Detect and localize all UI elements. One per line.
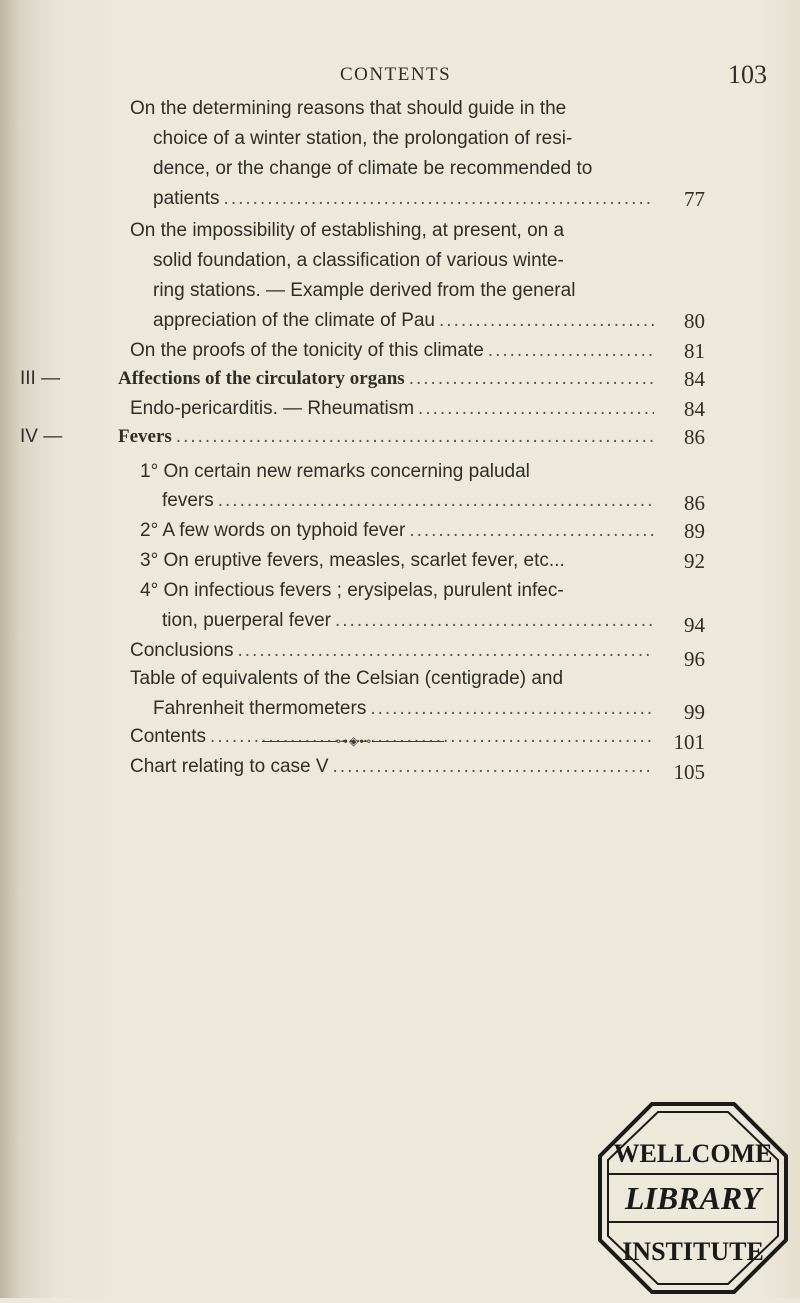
leader-dots — [409, 516, 654, 546]
section-number: III — — [20, 368, 61, 389]
entry-line: choice of a winter station, the prolongation of resi- — [153, 128, 573, 149]
section-number: IV — — [20, 426, 63, 447]
entry-text: On the proofs of the tonicity of this climate — [130, 340, 484, 361]
section-heading: Fevers — [118, 426, 172, 447]
entry-last-line — [130, 336, 658, 366]
leader-dots — [409, 364, 654, 394]
leader-dots — [210, 722, 654, 752]
entry-page: 96 — [684, 647, 705, 671]
entry-page: 99 — [684, 700, 705, 724]
leader-dots — [418, 394, 654, 424]
leader-dots — [335, 606, 654, 636]
entry-last-line — [118, 422, 658, 452]
stamp-middle-text: LIBRARY — [624, 1180, 762, 1216]
entry-page: 101 — [673, 730, 705, 754]
entry-page: 94 — [684, 613, 705, 637]
entry-line: 4° On infectious fevers ; erysipelas, purulent infec- — [140, 580, 564, 601]
ornament-fleuron: ⊶◈⊷ — [336, 734, 373, 748]
entry-page: 86 — [684, 491, 705, 515]
entry-text: 2° A few words on typhoid fever — [140, 520, 406, 541]
entry-text: Conclusions — [130, 640, 234, 661]
entry-last-line — [162, 606, 658, 636]
stamp-bottom-text: INSTITUTE — [622, 1237, 764, 1266]
leader-dots — [333, 752, 654, 782]
entry-line: On the determining reasons that should guide in the — [130, 98, 567, 119]
entry-last-line — [153, 184, 658, 214]
running-title: CONTENTS — [340, 64, 452, 85]
leader-dots — [370, 694, 654, 724]
entry-text: patients — [153, 188, 220, 209]
entry-text: Endo-pericarditis. — Rheumatism — [130, 398, 415, 419]
entry-last-line — [118, 364, 658, 394]
entry-page: 84 — [684, 367, 705, 391]
entry-last-line — [153, 694, 658, 724]
entry-page: 105 — [673, 760, 705, 784]
entry-line: ring stations. — Example derived from the general — [153, 280, 576, 301]
entry-line: dence, or the change of climate be recommended to — [153, 158, 593, 179]
entry-text: 3° On eruptive fevers, measles, scarlet fever, etc... — [140, 550, 565, 571]
entry-line: solid foundation, a classification of various winte- — [153, 250, 564, 271]
leader-dots — [176, 422, 654, 452]
page-number: 103 — [728, 60, 767, 89]
ornament-rule-right — [372, 741, 444, 742]
ornament-rule-left — [262, 741, 336, 742]
entry-line: Table of equivalents of the Celsian (centigrade) and — [130, 668, 564, 689]
stamp-seal — [590, 1098, 790, 1298]
leader-dots — [439, 306, 654, 336]
entry-last-line — [130, 722, 658, 752]
entry-text: fevers — [162, 490, 214, 511]
entry-text: appreciation of the climate of Pau — [153, 310, 436, 331]
entry-line: On the impossibility of establishing, at present, on a — [130, 220, 565, 241]
leader-dots — [488, 336, 654, 366]
entry-text: Chart relating to case V — [130, 756, 329, 777]
entry-page: 89 — [684, 519, 705, 543]
entry-last-line — [140, 516, 658, 546]
entry-line: 1° On certain new remarks concerning paludal — [140, 461, 530, 482]
entry-page: 77 — [684, 187, 705, 211]
entry-text: tion, puerperal fever — [162, 610, 331, 631]
entry-page: 81 — [684, 339, 705, 363]
entry-last-line — [162, 486, 658, 516]
stamp-top-text: WELLCOME — [613, 1139, 773, 1168]
section-heading: Affections of the circulatory organs — [118, 368, 405, 389]
entry-page: 92 — [684, 549, 705, 573]
entry-text: Fahrenheit thermometers — [153, 698, 367, 719]
entry-last-line — [130, 636, 658, 666]
entry-page: 86 — [684, 425, 705, 449]
library-stamp — [590, 1098, 790, 1303]
entry-last-line — [130, 752, 658, 782]
entry-text: Contents — [130, 726, 207, 747]
entry-page: 80 — [684, 309, 705, 333]
entry-last-line — [130, 394, 658, 424]
leader-dots — [224, 184, 654, 214]
leader-dots — [218, 486, 654, 516]
leader-dots — [238, 636, 655, 666]
entry-page: 84 — [684, 397, 705, 421]
entry-last-line — [153, 306, 658, 336]
